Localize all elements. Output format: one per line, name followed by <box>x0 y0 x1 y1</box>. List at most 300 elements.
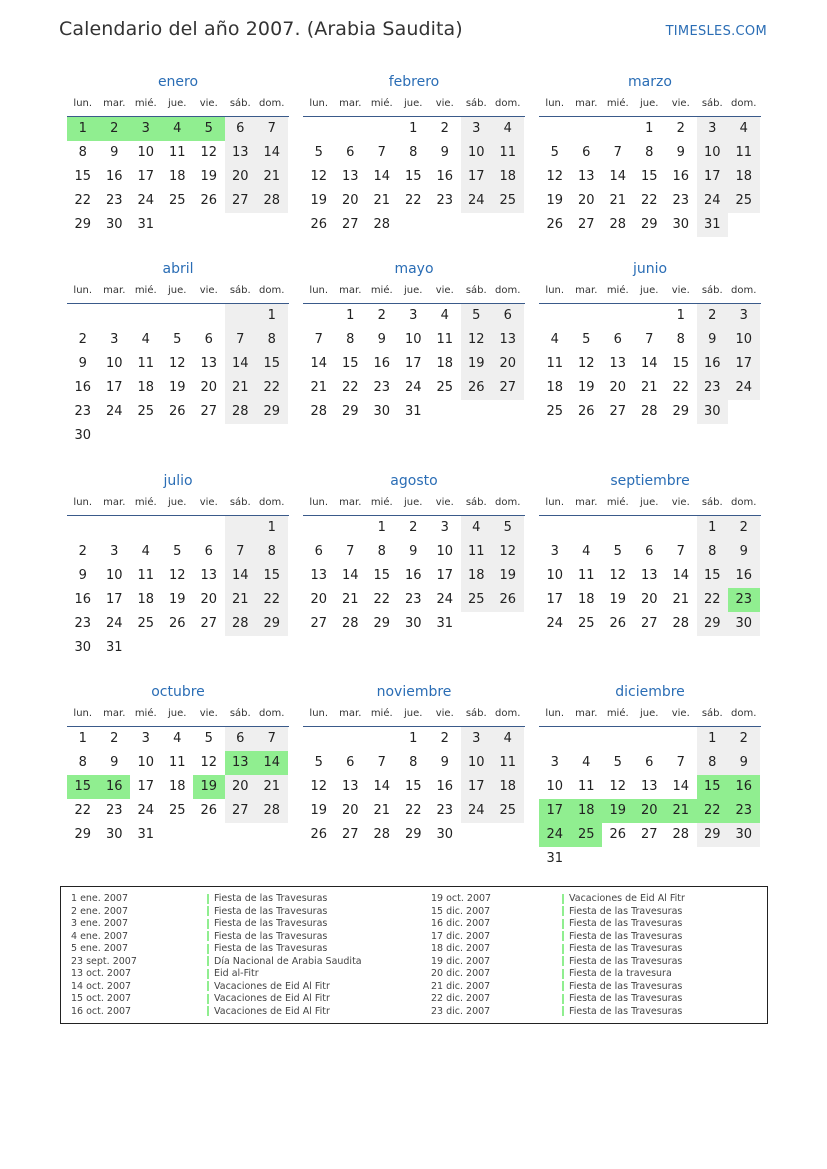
day-cell: 23 <box>373 380 391 395</box>
weekday-label: vie. <box>435 98 454 109</box>
legend-date-text: 16 dic. 2007 <box>431 918 491 929</box>
day-cell: 9 <box>440 755 449 770</box>
day-cell: 6 <box>346 755 355 770</box>
weekday-label: mié. <box>606 285 629 296</box>
day-cell: 2 <box>99 117 131 141</box>
day-cell: 29 <box>404 827 422 842</box>
day-cell: 1 <box>697 516 729 540</box>
weekday-label: vie. <box>671 497 690 508</box>
day-cell: 19 <box>168 380 186 395</box>
day-cell: 9 <box>110 145 119 160</box>
day-cell: 15 <box>672 356 690 371</box>
day-cell: 9 <box>728 751 760 775</box>
day-cell: 20 <box>577 193 595 208</box>
day-cell: 8 <box>256 328 288 352</box>
day-cell: 27 <box>640 827 658 842</box>
empty-cell <box>335 516 367 540</box>
day-cell: 18 <box>728 165 760 189</box>
day-cell: 14 <box>256 751 288 775</box>
legend-holiday-name <box>562 981 685 994</box>
day-cell: 13 <box>225 751 257 775</box>
legend-date <box>431 968 491 981</box>
legend-holiday-name <box>207 993 362 1006</box>
day-cell: 27 <box>577 217 595 232</box>
day-cell: 28 <box>256 799 288 823</box>
day-cell: 16 <box>436 779 454 794</box>
day-grid <box>303 304 525 424</box>
empty-cell <box>665 516 697 540</box>
day-cell: 2 <box>440 731 449 746</box>
legend-color-marker <box>562 994 564 1004</box>
day-cell: 12 <box>200 145 218 160</box>
legend-date <box>71 956 137 969</box>
legend-holiday-name <box>207 968 362 981</box>
day-cell: 7 <box>676 755 685 770</box>
day-cell: 8 <box>377 544 386 559</box>
empty-cell <box>335 117 367 141</box>
empty-cell <box>130 516 162 540</box>
day-cell: 28 <box>373 217 391 232</box>
day-cell: 28 <box>672 616 690 631</box>
empty-cell <box>162 516 194 540</box>
legend-name-text: Fiesta de las Travesuras <box>214 905 328 917</box>
weekday-label: jue. <box>404 285 423 296</box>
weekday-label: lun. <box>73 98 93 109</box>
legend-holiday-name <box>207 1006 362 1019</box>
legend-holiday-name <box>207 956 362 969</box>
day-cell: 7 <box>225 328 257 352</box>
day-cell: 27 <box>225 189 257 213</box>
weekday-label: dom. <box>495 497 521 508</box>
legend-date-text: 1 ene. 2007 <box>71 893 128 904</box>
day-cell: 8 <box>409 755 418 770</box>
legend-date-text: 4 ene. 2007 <box>71 930 128 942</box>
month-agosto <box>303 471 525 636</box>
legend-color-marker <box>562 944 564 954</box>
empty-cell <box>602 117 634 141</box>
day-cell: 1 <box>78 731 87 746</box>
day-cell: 12 <box>609 568 627 583</box>
day-cell: 27 <box>310 616 328 631</box>
legend-date-text: 2 ene. 2007 <box>71 905 128 917</box>
day-cell: 21 <box>640 380 658 395</box>
legend-date <box>71 943 137 956</box>
legend-name-text: Fiesta de las Travesuras <box>569 918 683 929</box>
day-cell: 12 <box>609 779 627 794</box>
day-cell: 26 <box>310 827 328 842</box>
legend-date-text: 23 sept. 2007 <box>71 955 137 967</box>
day-cell: 6 <box>225 117 257 141</box>
legend-holiday-name <box>562 956 685 969</box>
day-cell: 26 <box>200 193 218 208</box>
legend-date-text: 21 dic. 2007 <box>431 980 491 992</box>
legend-holiday-name <box>207 906 362 919</box>
day-cell: 7 <box>256 117 288 141</box>
weekday-label: dom. <box>259 497 285 508</box>
day-cell: 18 <box>436 356 454 371</box>
empty-cell <box>162 304 194 328</box>
day-cell: 23 <box>728 799 760 823</box>
day-cell: 19 <box>200 169 218 184</box>
day-cell: 14 <box>225 352 257 376</box>
legend-date-text: 16 oct. 2007 <box>71 1005 132 1017</box>
day-cell: 9 <box>409 544 418 559</box>
legend-holiday-name <box>207 918 362 931</box>
weekday-label: jue. <box>404 708 423 719</box>
day-cell: 3 <box>409 308 418 323</box>
day-cell: 7 <box>377 755 386 770</box>
day-cell: 16 <box>436 169 454 184</box>
legend-name-text: Eid al-Fitr <box>214 968 259 979</box>
day-cell: 18 <box>168 779 186 794</box>
legend-name-text: Fiesta de las Travesuras <box>569 993 683 1004</box>
day-cell: 7 <box>377 145 386 160</box>
day-cell: 24 <box>728 376 760 400</box>
weekday-label: vie. <box>435 285 454 296</box>
legend-date <box>71 893 137 906</box>
day-cell: 12 <box>310 779 328 794</box>
empty-cell <box>539 117 571 141</box>
day-cell: 31 <box>105 640 123 655</box>
day-cell: 10 <box>105 568 123 583</box>
weekday-label: mar. <box>575 285 598 296</box>
day-cell: 4 <box>492 117 524 141</box>
day-cell: 11 <box>461 540 493 564</box>
weekday-label: mar. <box>575 708 598 719</box>
day-cell: 24 <box>461 189 493 213</box>
page-title: Calendario del año 2007. (Arabia Saudita) <box>59 18 463 40</box>
day-cell: 19 <box>310 193 328 208</box>
month-name: mayo <box>394 261 434 277</box>
weekday-label: dom. <box>259 98 285 109</box>
day-cell: 6 <box>645 755 654 770</box>
day-cell: 28 <box>640 404 658 419</box>
weekday-label: mié. <box>134 497 157 508</box>
legend-holiday-name <box>562 993 685 1006</box>
weekday-label: sáb. <box>465 98 487 109</box>
day-cell: 25 <box>546 404 564 419</box>
weekday-label: dom. <box>495 708 521 719</box>
day-cell: 25 <box>436 380 454 395</box>
day-cell: 8 <box>645 145 654 160</box>
month-marzo <box>539 72 761 237</box>
weekday-label: mar. <box>339 98 362 109</box>
day-cell: 11 <box>436 332 454 347</box>
weekday-label: mié. <box>606 497 629 508</box>
day-cell: 4 <box>728 117 760 141</box>
empty-cell <box>539 727 571 751</box>
day-cell: 5 <box>550 145 559 160</box>
weekday-header <box>539 92 761 117</box>
day-cell: 14 <box>672 779 690 794</box>
day-cell: 23 <box>105 193 123 208</box>
weekday-label: vie. <box>671 285 690 296</box>
month-diciembre <box>539 682 761 871</box>
empty-cell <box>665 727 697 751</box>
weekday-header <box>303 279 525 304</box>
day-grid <box>67 117 289 237</box>
day-cell: 9 <box>728 540 760 564</box>
day-cell: 18 <box>492 775 524 799</box>
day-cell: 26 <box>310 217 328 232</box>
day-cell: 2 <box>728 727 760 751</box>
day-cell: 11 <box>168 755 186 770</box>
day-cell: 2 <box>440 121 449 136</box>
day-cell: 30 <box>373 404 391 419</box>
day-cell: 18 <box>168 169 186 184</box>
day-cell: 13 <box>310 568 328 583</box>
month-name: diciembre <box>615 684 685 700</box>
day-cell: 30 <box>404 616 422 631</box>
weekday-label: jue. <box>640 98 659 109</box>
day-cell: 14 <box>373 169 391 184</box>
legend-date-text: 5 ene. 2007 <box>71 943 128 954</box>
day-cell: 1 <box>676 308 685 323</box>
day-cell: 22 <box>404 193 422 208</box>
legend-color-marker <box>562 906 564 916</box>
day-cell: 11 <box>577 568 595 583</box>
day-cell: 18 <box>577 592 595 607</box>
brand-link[interactable]: TIMESLES.COM <box>665 24 767 39</box>
day-cell: 4 <box>582 755 591 770</box>
weekday-label: vie. <box>671 708 690 719</box>
day-cell: 4 <box>141 544 150 559</box>
legend-color-marker <box>207 906 209 916</box>
day-cell: 20 <box>200 380 218 395</box>
day-cell: 20 <box>225 775 257 799</box>
weekday-label: mié. <box>370 285 393 296</box>
weekday-header <box>67 92 289 117</box>
weekday-label: sáb. <box>229 285 251 296</box>
day-cell: 19 <box>546 193 564 208</box>
empty-cell <box>366 117 398 141</box>
day-cell: 22 <box>74 193 92 208</box>
day-cell: 5 <box>613 755 622 770</box>
day-cell: 8 <box>676 332 685 347</box>
month-octubre <box>67 682 289 847</box>
day-cell: 8 <box>697 540 729 564</box>
day-cell: 5 <box>613 544 622 559</box>
day-cell: 12 <box>492 540 524 564</box>
weekday-header <box>303 491 525 516</box>
weekday-header <box>303 702 525 727</box>
day-cell: 29 <box>341 404 359 419</box>
month-name: febrero <box>388 74 440 90</box>
day-cell: 15 <box>640 169 658 184</box>
weekday-header <box>67 279 289 304</box>
holiday-legend <box>60 886 768 1024</box>
legend-name-text: Vacaciones de Eid Al Fitr <box>214 980 330 992</box>
empty-cell <box>571 516 603 540</box>
day-cell: 3 <box>130 117 162 141</box>
weekday-label: lun. <box>73 708 93 719</box>
day-cell: 5 <box>173 332 182 347</box>
day-cell: 2 <box>676 121 685 136</box>
empty-cell <box>571 304 603 328</box>
day-cell: 15 <box>256 352 288 376</box>
day-cell: 22 <box>341 380 359 395</box>
day-cell: 8 <box>409 145 418 160</box>
day-cell: 28 <box>373 827 391 842</box>
day-cell: 24 <box>105 404 123 419</box>
day-cell: 10 <box>137 145 155 160</box>
day-cell: 29 <box>640 217 658 232</box>
weekday-label: sáb. <box>701 98 723 109</box>
day-cell: 6 <box>613 332 622 347</box>
day-cell: 2 <box>110 731 119 746</box>
weekday-label: mar. <box>339 285 362 296</box>
legend-name-text: Fiesta de las Travesuras <box>569 943 683 954</box>
day-cell: 5 <box>492 516 524 540</box>
day-cell: 22 <box>74 803 92 818</box>
day-grid <box>67 516 289 660</box>
empty-cell <box>539 516 571 540</box>
empty-cell <box>335 727 367 751</box>
weekday-label: dom. <box>731 708 757 719</box>
day-cell: 16 <box>99 775 131 799</box>
day-cell: 19 <box>310 803 328 818</box>
weekday-label: mar. <box>339 708 362 719</box>
empty-cell <box>634 304 666 328</box>
day-cell: 15 <box>67 775 99 799</box>
day-cell: 28 <box>225 400 257 424</box>
legend-date <box>431 943 491 956</box>
day-cell: 23 <box>672 193 690 208</box>
weekday-header <box>539 702 761 727</box>
day-cell: 7 <box>346 544 355 559</box>
day-cell: 3 <box>440 520 449 535</box>
legend-name-text: Día Nacional de Arabia Saudita <box>214 955 362 967</box>
weekday-label: jue. <box>640 708 659 719</box>
day-cell: 16 <box>74 380 92 395</box>
day-cell: 13 <box>577 169 595 184</box>
day-cell: 15 <box>373 568 391 583</box>
day-cell: 25 <box>571 823 603 847</box>
month-name: abril <box>162 261 194 277</box>
legend-color-marker <box>207 894 209 904</box>
day-cell: 11 <box>577 779 595 794</box>
day-cell: 30 <box>105 827 123 842</box>
day-cell: 16 <box>105 169 123 184</box>
day-cell: 10 <box>404 332 422 347</box>
weekday-label: sáb. <box>229 708 251 719</box>
weekday-label: dom. <box>259 708 285 719</box>
day-cell: 2 <box>409 520 418 535</box>
day-cell: 5 <box>204 731 213 746</box>
day-cell: 5 <box>461 304 493 328</box>
month-julio <box>67 471 289 660</box>
day-cell: 21 <box>672 592 690 607</box>
day-cell: 12 <box>200 755 218 770</box>
day-cell: 3 <box>461 727 493 751</box>
empty-cell <box>602 304 634 328</box>
day-cell: 6 <box>492 304 524 328</box>
day-cell: 11 <box>137 568 155 583</box>
day-cell: 11 <box>137 356 155 371</box>
weekday-label: sáb. <box>465 708 487 719</box>
legend-date <box>71 906 137 919</box>
day-cell: 18 <box>461 564 493 588</box>
weekday-label: lun. <box>545 285 565 296</box>
day-cell: 6 <box>645 544 654 559</box>
legend-color-marker <box>562 894 564 904</box>
day-cell: 21 <box>310 380 328 395</box>
day-cell: 25 <box>492 189 524 213</box>
day-cell: 1 <box>256 516 288 540</box>
day-cell: 3 <box>110 544 119 559</box>
weekday-header <box>67 702 289 727</box>
day-cell: 21 <box>225 376 257 400</box>
day-cell: 28 <box>609 217 627 232</box>
day-cell: 19 <box>609 592 627 607</box>
legend-date <box>431 981 491 994</box>
weekday-label: jue. <box>168 98 187 109</box>
weekday-label: jue. <box>640 285 659 296</box>
day-cell: 23 <box>436 193 454 208</box>
day-cell: 20 <box>492 352 524 376</box>
weekday-label: dom. <box>495 98 521 109</box>
legend-date <box>71 931 137 944</box>
day-cell: 16 <box>373 356 391 371</box>
month-junio <box>539 259 761 424</box>
day-cell: 28 <box>225 612 257 636</box>
day-cell: 2 <box>78 544 87 559</box>
empty-cell <box>193 304 225 328</box>
day-cell: 12 <box>168 356 186 371</box>
legend-holiday-name <box>562 1006 685 1019</box>
day-cell: 10 <box>461 141 493 165</box>
day-cell: 17 <box>546 592 564 607</box>
day-cell: 30 <box>74 428 92 443</box>
month-abril <box>67 259 289 448</box>
legend-date-text: 20 dic. 2007 <box>431 968 491 979</box>
day-cell: 30 <box>728 823 760 847</box>
weekday-label: dom. <box>495 285 521 296</box>
day-cell: 7 <box>314 332 323 347</box>
legend-date <box>71 981 137 994</box>
legend-date-text: 17 dic. 2007 <box>431 930 491 942</box>
day-cell: 17 <box>404 356 422 371</box>
legend-color-marker <box>207 931 209 941</box>
legend-date-text: 19 dic. 2007 <box>431 955 491 967</box>
legend-date-text: 19 oct. 2007 <box>431 893 492 904</box>
day-cell: 22 <box>640 193 658 208</box>
day-cell: 22 <box>672 380 690 395</box>
day-cell: 9 <box>440 145 449 160</box>
day-cell: 24 <box>105 616 123 631</box>
day-cell: 29 <box>697 823 729 847</box>
day-cell: 9 <box>78 356 87 371</box>
day-cell: 14 <box>310 356 328 371</box>
weekday-label: lun. <box>309 285 329 296</box>
empty-cell <box>67 304 99 328</box>
legend-holiday-name <box>207 981 362 994</box>
day-cell: 21 <box>341 592 359 607</box>
day-cell: 25 <box>137 616 155 631</box>
legend-date <box>71 993 137 1006</box>
weekday-label: sáb. <box>229 98 251 109</box>
day-cell: 5 <box>582 332 591 347</box>
day-cell: 26 <box>168 404 186 419</box>
day-cell: 13 <box>341 169 359 184</box>
weekday-label: mié. <box>370 98 393 109</box>
weekday-label: mié. <box>606 98 629 109</box>
weekday-label: vie. <box>199 98 218 109</box>
weekday-label: mié. <box>134 285 157 296</box>
day-cell: 1 <box>67 117 99 141</box>
weekday-label: lun. <box>73 497 93 508</box>
legend-holiday-name <box>207 943 362 956</box>
